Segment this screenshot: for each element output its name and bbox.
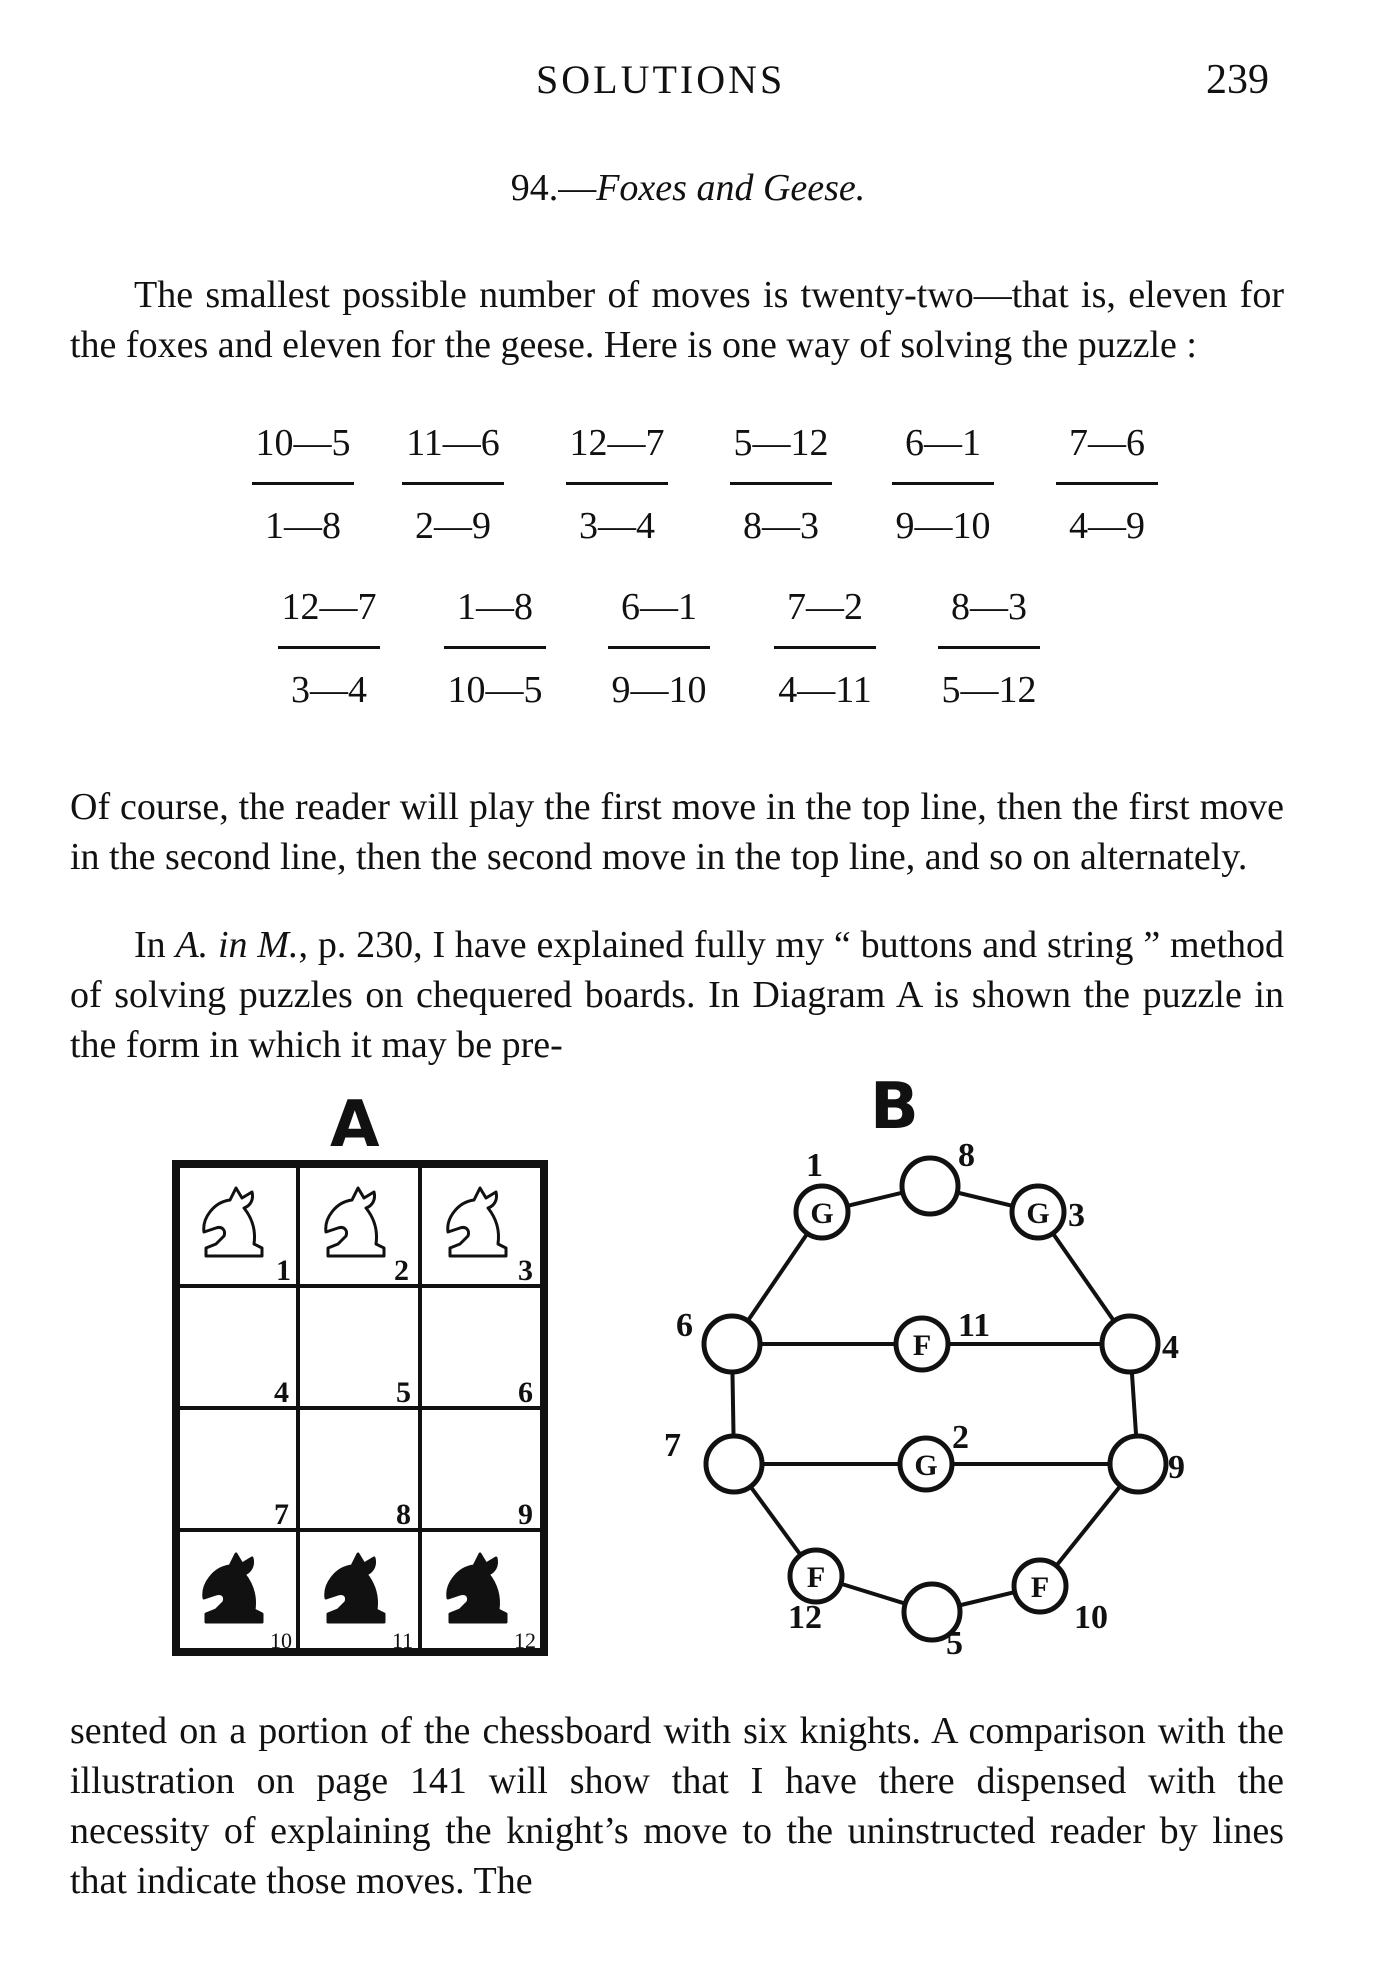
goose-move: 9—10 [895,505,991,547]
square-number: 7 [274,1498,289,1531]
diagram-a [170,1158,550,1658]
fox-move: 6—1 [905,422,981,464]
move-pair [934,584,1044,713]
square-number: 12 [514,1628,536,1653]
goose-marker: G [914,1449,938,1482]
square-number: 4 [274,1376,289,1409]
book-reference: A. in M. [175,924,299,966]
goose-move: 3—4 [291,669,367,711]
fox-move: 12—7 [281,586,377,628]
fraction-bar [774,646,876,649]
move-pair [440,584,550,713]
node-circle [704,1316,760,1372]
page-number: 239 [1206,57,1269,103]
square-number: 5 [396,1376,411,1409]
move-pair [770,584,880,713]
fraction-bar [278,646,380,649]
fox-move: 5—12 [733,422,829,464]
node-circle [902,1158,958,1214]
node-number: 8 [958,1137,975,1174]
node-circle [1102,1316,1158,1372]
move-pair [888,420,998,549]
fox-move: 8—3 [951,586,1027,628]
fraction-bar [938,646,1040,649]
fraction-bar [566,482,668,485]
goose-marker: G [810,1197,834,1230]
diagram-a-label: A [330,1088,380,1162]
fox-marker: F [912,1329,932,1362]
paragraph-continued: sented on a portion of the chessboard with six knights. A comparison with the illustration on page 141 will show that I have there dispensed with the necessity of explaining the knight’s move to the uninstructed reader by lines that indicate those moves. The [70,1710,1284,1902]
fox-move: 7—6 [1069,422,1145,464]
node-number: 6 [676,1307,693,1344]
move-pair [604,584,714,713]
node-number: 12 [788,1599,822,1636]
fox-move: 12—7 [569,422,665,464]
move-pair [274,584,384,713]
text-run: , p. 230, I have explained fully my “ buttons and string ” method of solving puzzles on chequered boards. In Diagram A is shown the puzzle in the form in which it may be pre- [70,924,1284,1066]
square-number: 9 [518,1498,533,1531]
node-number: 11 [958,1307,991,1344]
fraction-bar [608,646,710,649]
node-circle [706,1436,762,1492]
paragraph-intro: The smallest possible number of moves is twenty-two—that is, eleven for the foxes and eleven for the geese. Here is one way of solving the puzzle : [70,274,1284,366]
goose-move: 9—10 [611,669,707,711]
node-number: 4 [1162,1329,1179,1366]
fox-marker: F [1030,1571,1050,1604]
node-number: 7 [664,1427,681,1464]
move-pair [1052,420,1162,549]
node-number: 1 [806,1147,823,1184]
fox-move: 6—1 [621,586,697,628]
text-run: In [134,924,176,966]
node-circle [1110,1436,1166,1492]
fraction-bar [892,482,994,485]
running-title: SOLUTIONS [536,57,786,102]
paragraph-explanation: Of course, the reader will play the first move in the top line, then the first move in the second line, then the second move in the top line, and so on alternately. [70,786,1284,878]
goose-move: 4—9 [1069,505,1145,547]
section-heading [0,166,1376,210]
running-header [0,56,1376,116]
fraction-bar [730,482,832,485]
fraction-bar [1056,482,1158,485]
goose-move: 8—3 [743,505,819,547]
node-number: 10 [1074,1599,1108,1636]
fox-move: 10—5 [255,422,351,464]
move-pair [398,420,508,549]
square-number: 6 [518,1376,533,1409]
diagram-b-label: B [870,1070,919,1144]
square-number: 2 [394,1254,409,1287]
section-name: Foxes and Geese. [596,167,866,209]
node-number: 5 [946,1625,963,1662]
node-number: 2 [952,1419,969,1456]
goose-move: 10—5 [447,669,543,711]
goose-move: 4—11 [778,669,872,711]
fox-move: 11—6 [406,422,500,464]
square-number: 8 [396,1498,411,1531]
goose-move: 3—4 [579,505,655,547]
square-number: 3 [518,1254,533,1287]
goose-move: 5—12 [941,669,1037,711]
diagram-b [640,1130,1220,1670]
fox-move: 1—8 [457,586,533,628]
goose-move: 1—8 [265,505,341,547]
square-number: 1 [276,1254,291,1287]
fox-marker: F [806,1561,826,1594]
move-pair [248,420,358,549]
move-pair [562,420,672,549]
square-number: 10 [270,1628,292,1653]
fraction-bar [252,482,354,485]
goose-move: 2—9 [415,505,491,547]
move-pair [726,420,836,549]
node-number: 9 [1168,1449,1185,1486]
paragraph-buttons-string [70,920,1284,1070]
fox-move: 7—2 [787,586,863,628]
goose-marker: G [1026,1197,1050,1230]
square-number: 11 [392,1628,414,1653]
node-number: 3 [1068,1197,1085,1234]
fraction-bar [444,646,546,649]
fraction-bar [402,482,504,485]
section-number: 94.— [510,167,597,209]
